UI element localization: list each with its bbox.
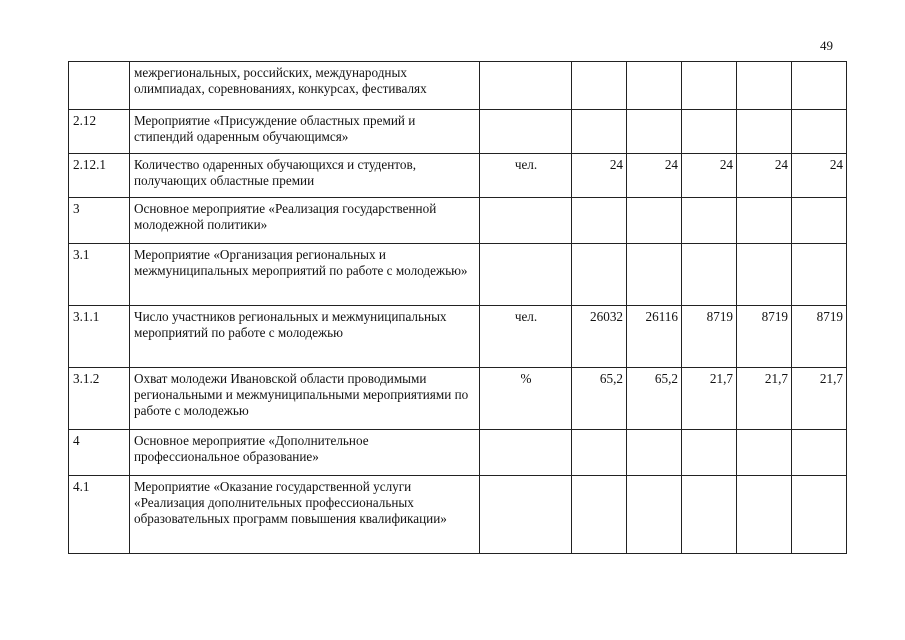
unit-cell: чел. — [480, 306, 572, 368]
value-cell-2: 65,2 — [627, 368, 682, 430]
value-cell-2: 24 — [627, 154, 682, 198]
unit-cell — [480, 244, 572, 306]
table-row — [69, 368, 847, 430]
value-cell-2: 26116 — [627, 306, 682, 368]
indicator-name-cell: Мероприятие «Присуждение областных премий и стипендий одаренным обучающимся» — [130, 110, 480, 154]
row-number-cell: 3.1.1 — [69, 306, 130, 368]
value-cell-2 — [627, 244, 682, 306]
table-row — [69, 198, 847, 244]
indicator-name-cell: Мероприятие «Оказание государственной услуги «Реализация дополнительных профессиональных образовательных программ повышения квалификации» — [130, 476, 480, 554]
value-cell-1 — [572, 244, 627, 306]
value-cell-3 — [682, 198, 737, 244]
value-cell-5 — [792, 62, 847, 110]
unit-cell — [480, 62, 572, 110]
row-number-cell: 3.1.2 — [69, 368, 130, 430]
value-cell-5 — [792, 476, 847, 554]
row-number-cell: 4.1 — [69, 476, 130, 554]
row-number-cell: 2.12.1 — [69, 154, 130, 198]
indicator-name-cell: Число участников региональных и межмуниципальных мероприятий по работе с молодежью — [130, 306, 480, 368]
value-cell-5 — [792, 244, 847, 306]
row-number-cell: 3.1 — [69, 244, 130, 306]
table-row — [69, 110, 847, 154]
unit-cell: % — [480, 368, 572, 430]
value-cell-1 — [572, 62, 627, 110]
value-cell-3 — [682, 62, 737, 110]
page-number: 49 — [820, 38, 833, 53]
value-cell-4: 21,7 — [737, 368, 792, 430]
unit-cell — [480, 198, 572, 244]
table-body — [69, 62, 847, 554]
value-cell-3 — [682, 476, 737, 554]
table-row — [69, 430, 847, 476]
value-cell-3 — [682, 244, 737, 306]
value-cell-1 — [572, 430, 627, 476]
value-cell-1: 26032 — [572, 306, 627, 368]
table-row — [69, 306, 847, 368]
value-cell-5 — [792, 198, 847, 244]
value-cell-4 — [737, 110, 792, 154]
value-cell-2 — [627, 476, 682, 554]
value-cell-2 — [627, 198, 682, 244]
value-cell-4: 8719 — [737, 306, 792, 368]
table-row — [69, 244, 847, 306]
value-cell-2 — [627, 430, 682, 476]
value-cell-1: 65,2 — [572, 368, 627, 430]
table-row — [69, 62, 847, 110]
value-cell-5: 24 — [792, 154, 847, 198]
value-cell-4 — [737, 244, 792, 306]
value-cell-3 — [682, 430, 737, 476]
value-cell-1 — [572, 476, 627, 554]
unit-cell — [480, 430, 572, 476]
value-cell-4 — [737, 198, 792, 244]
value-cell-2 — [627, 110, 682, 154]
value-cell-1: 24 — [572, 154, 627, 198]
value-cell-1 — [572, 198, 627, 244]
value-cell-4 — [737, 62, 792, 110]
indicator-name-cell: Охват молодежи Ивановской области проводимыми региональными и межмуниципальными мероприятиями по работе с молодежью — [130, 368, 480, 430]
value-cell-3: 8719 — [682, 306, 737, 368]
unit-cell — [480, 476, 572, 554]
unit-cell — [480, 110, 572, 154]
value-cell-4 — [737, 430, 792, 476]
row-number-cell — [69, 62, 130, 110]
value-cell-4: 24 — [737, 154, 792, 198]
table-row — [69, 476, 847, 554]
row-number-cell: 2.12 — [69, 110, 130, 154]
value-cell-5 — [792, 430, 847, 476]
indicator-name-cell: Основное мероприятие «Реализация государственной молодежной политики» — [130, 198, 480, 244]
indicator-name-cell: Мероприятие «Организация региональных и межмуниципальных мероприятий по работе с молодежью» — [130, 244, 480, 306]
value-cell-2 — [627, 62, 682, 110]
indicator-name-cell: межрегиональных, российских, международных олимпиадах, соревнованиях, конкурсах, фестивалях — [130, 62, 480, 110]
value-cell-5: 21,7 — [792, 368, 847, 430]
value-cell-1 — [572, 110, 627, 154]
value-cell-4 — [737, 476, 792, 554]
table-row — [69, 154, 847, 198]
value-cell-5 — [792, 110, 847, 154]
value-cell-3: 21,7 — [682, 368, 737, 430]
value-cell-5: 8719 — [792, 306, 847, 368]
unit-cell: чел. — [480, 154, 572, 198]
value-cell-3 — [682, 110, 737, 154]
value-cell-3: 24 — [682, 154, 737, 198]
row-number-cell: 3 — [69, 198, 130, 244]
indicator-name-cell: Основное мероприятие «Дополнительное профессиональное образование» — [130, 430, 480, 476]
indicator-name-cell: Количество одаренных обучающихся и студентов, получающих областные премии — [130, 154, 480, 198]
row-number-cell: 4 — [69, 430, 130, 476]
indicators-table — [68, 61, 847, 554]
